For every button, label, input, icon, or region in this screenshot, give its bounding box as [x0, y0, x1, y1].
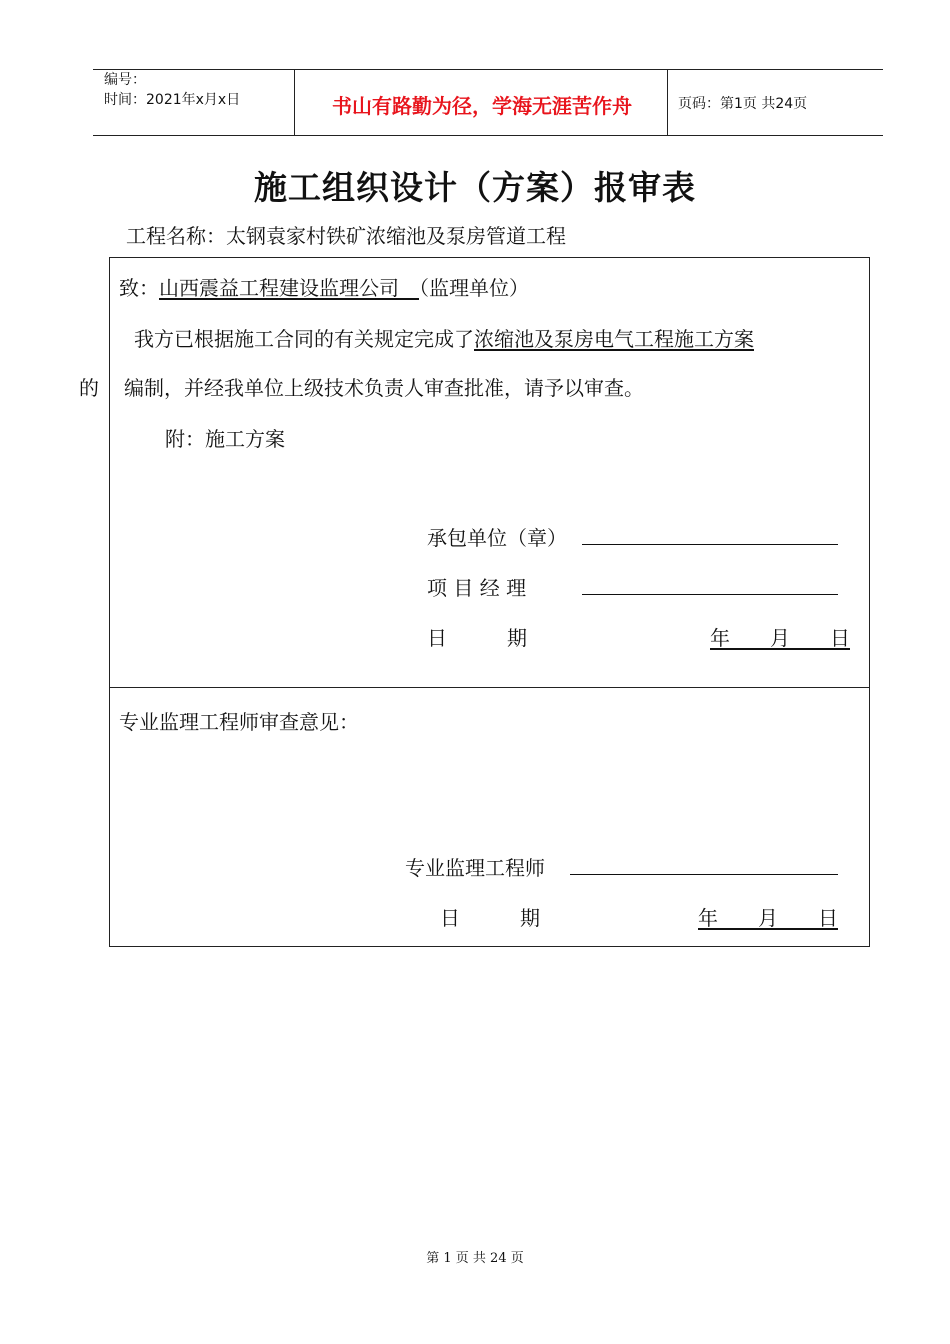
engineer-date-label: 日 期: [440, 906, 540, 930]
page-footer: 第 1 页 共 24 页: [426, 1251, 524, 1266]
engineer-signature-line[interactable]: [570, 874, 838, 875]
attachment-note: 附：施工方案: [165, 427, 285, 451]
project-name: 工程名称：太钢袁家村铁矿浓缩池及泵房管道工程: [126, 224, 566, 248]
form-section-divider: [109, 687, 870, 688]
project-manager-label: 项 目 经 理: [427, 576, 527, 600]
date-label: 日 期: [427, 626, 527, 650]
header-meta: [104, 70, 240, 110]
header-divider: [294, 69, 295, 136]
page-title: 施工组织设计（方案）报审表: [254, 168, 696, 207]
supervisor-role: （监理单位）: [419, 276, 529, 300]
review-form-box: [109, 257, 870, 947]
date-field[interactable]: 年 月 日: [710, 626, 850, 650]
statement-line-2: 编制，并经我单位上级技术负责人审查批准，请予以审查。: [124, 376, 644, 400]
header-bottom-rule: [93, 135, 883, 136]
addressee-line: [119, 272, 529, 301]
header-motto: 书山有路勤为径，学海无涯苦作舟: [332, 94, 632, 118]
serial-number-label: 编号：: [104, 72, 146, 88]
header-page-info: 页码：第1页 共24页: [678, 96, 808, 112]
to-label: 致：: [119, 276, 159, 300]
plan-name: 浓缩池及泵房电气工程施工方案: [474, 327, 754, 351]
contractor-label: 承包单位（章）: [427, 526, 567, 550]
manager-signature-line[interactable]: [582, 594, 838, 595]
engineer-opinion-label: 专业监理工程师审查意见：: [119, 710, 359, 734]
engineer-label: 专业监理工程师: [405, 856, 545, 880]
statement-line-1: [134, 323, 754, 352]
supervisor-org: 山西震益工程建设监理公司: [159, 276, 399, 300]
statement-prefix: 我方已根据施工合同的有关规定完成了: [134, 327, 474, 351]
engineer-date-field[interactable]: 年 月 日: [698, 906, 838, 930]
margin-char: 的: [79, 376, 99, 400]
contractor-signature-line[interactable]: [582, 544, 838, 545]
time-label: 时间：2021年x月x日: [104, 92, 241, 108]
